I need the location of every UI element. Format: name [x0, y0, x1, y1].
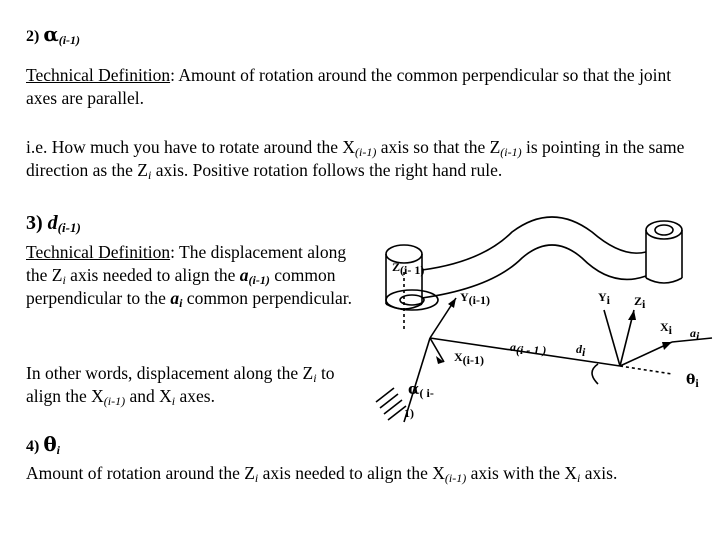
theta-fig-icon: θ	[686, 372, 696, 388]
ow-sub-3: i	[171, 394, 176, 408]
label-a-prev-sub: (i - 1 )	[516, 343, 547, 357]
ie-part-b: axis so that the Z	[376, 137, 501, 157]
label-x-i	[660, 320, 672, 335]
label-y-i-text: Y	[598, 290, 607, 304]
ow-part-a: In other words, displacement along the Z	[26, 363, 314, 383]
section-3-definition	[26, 241, 366, 310]
s4-sub-1: i	[254, 471, 259, 485]
label-a-prev-text: a	[510, 340, 516, 354]
ow-part-d: axes.	[175, 386, 215, 406]
label-d-i-sub: i	[582, 345, 586, 359]
s4-part-c: axis with the X	[466, 463, 578, 483]
label-theta	[686, 372, 699, 388]
label-z-i	[634, 294, 645, 309]
section-2-heading	[26, 22, 80, 46]
s4-part-d: axis.	[580, 463, 618, 483]
label-alpha-sub-a: ( i-	[419, 386, 434, 400]
label-z-prev-text: Z	[392, 260, 401, 274]
right-joint-cylinder-top	[646, 221, 682, 239]
label-alpha-cont	[404, 406, 414, 421]
ie-part-d: axis. Positive rotation follows the right hand rule.	[151, 160, 503, 180]
section-2-def-label: Technical Definition	[26, 65, 171, 85]
label-a-i-sub: i	[696, 329, 700, 343]
ow-part-b: to align the X	[26, 363, 335, 406]
def3-var-2: a	[170, 288, 180, 308]
def3-part-a: : The displacement along the Z	[26, 242, 347, 285]
label-a-prev	[510, 340, 546, 355]
ow-sub-2: (i-1)	[103, 394, 126, 408]
label-x-prev	[454, 350, 484, 365]
ie-sub-1: (i-1)	[355, 145, 377, 159]
def3-part-c: common perpendicular to the	[26, 265, 336, 308]
s4-part-a: Amount of rotation around the Z	[26, 463, 255, 483]
label-y-prev-sub: (i-1)	[468, 293, 490, 307]
label-x-prev-sub: (i-1)	[462, 353, 484, 367]
label-alpha-sub-b: 1)	[404, 406, 414, 420]
label-y-i-sub: i	[606, 293, 611, 307]
ie-sub-2: (i-1)	[500, 145, 522, 159]
section-3-subscript: (i-1)	[57, 220, 81, 235]
label-z-prev	[392, 260, 424, 275]
label-z-i-sub: i	[642, 297, 646, 311]
label-x-i-sub: i	[668, 323, 673, 337]
label-a-i-text: a	[690, 326, 696, 340]
ow-part-c: and X	[125, 386, 172, 406]
ie-part-c: is pointing in the same direction as the Z	[26, 137, 685, 180]
section-4-number: 4)	[26, 438, 44, 455]
def3-part-d: common perpendicular.	[182, 288, 353, 308]
section-2-definition	[26, 64, 706, 110]
theta-symbol: θ	[43, 432, 57, 456]
label-d-i	[576, 342, 585, 357]
section-3-other-words	[26, 362, 356, 408]
link-body-lower	[422, 245, 646, 298]
label-z-i-text: Z	[634, 294, 643, 308]
alpha-fig-icon: α	[408, 380, 420, 398]
label-alpha	[408, 380, 434, 398]
label-theta-sub: i	[695, 376, 699, 390]
def3-sub-3: i	[179, 296, 183, 310]
label-x-i-text: X	[660, 320, 669, 334]
label-x-prev-text: X	[454, 350, 463, 364]
section-3-heading	[26, 212, 81, 235]
section-2-def-text: : Amount of rotation around the common perpendicular so that the joint axes are parallel.	[26, 65, 672, 108]
section-3-number: 3)	[26, 212, 48, 234]
ie-part-a: i.e. How much you have to rotate around the X	[26, 137, 356, 157]
s4-sub-2: (i-1)	[444, 471, 467, 485]
section-4-heading	[26, 432, 60, 456]
label-a-i	[690, 326, 699, 341]
section-3-variable: d	[47, 212, 58, 234]
s4-part-b: axis needed to align the X	[258, 463, 445, 483]
section-4-subscript: i	[56, 443, 61, 457]
section-4-text	[26, 462, 706, 485]
label-y-i	[598, 290, 610, 305]
s4-sub-3: i	[577, 471, 581, 485]
ow-sub-1: i	[313, 371, 317, 385]
label-y-prev	[460, 290, 490, 305]
label-y-prev-text: Y	[460, 290, 469, 304]
def3-var-1: a	[239, 265, 249, 285]
link-body-upper	[422, 217, 646, 270]
def3-sub-2: (i-1)	[248, 273, 270, 287]
def3-part-b: axis needed to align the	[65, 265, 240, 285]
label-z-prev-sub: (i- 1)	[400, 263, 425, 277]
link-diagram	[372, 192, 720, 424]
ie-sub-3: i	[147, 168, 152, 182]
alpha-symbol: α	[43, 22, 59, 46]
section-3-def-label: Technical Definition	[26, 242, 171, 262]
section-2-number: 2)	[26, 28, 40, 45]
section-2-ie-text	[26, 136, 711, 182]
def3-sub-1: i	[62, 273, 66, 287]
label-d-i-text: d	[576, 342, 582, 356]
section-2-subscript: (i-1)	[58, 33, 81, 47]
